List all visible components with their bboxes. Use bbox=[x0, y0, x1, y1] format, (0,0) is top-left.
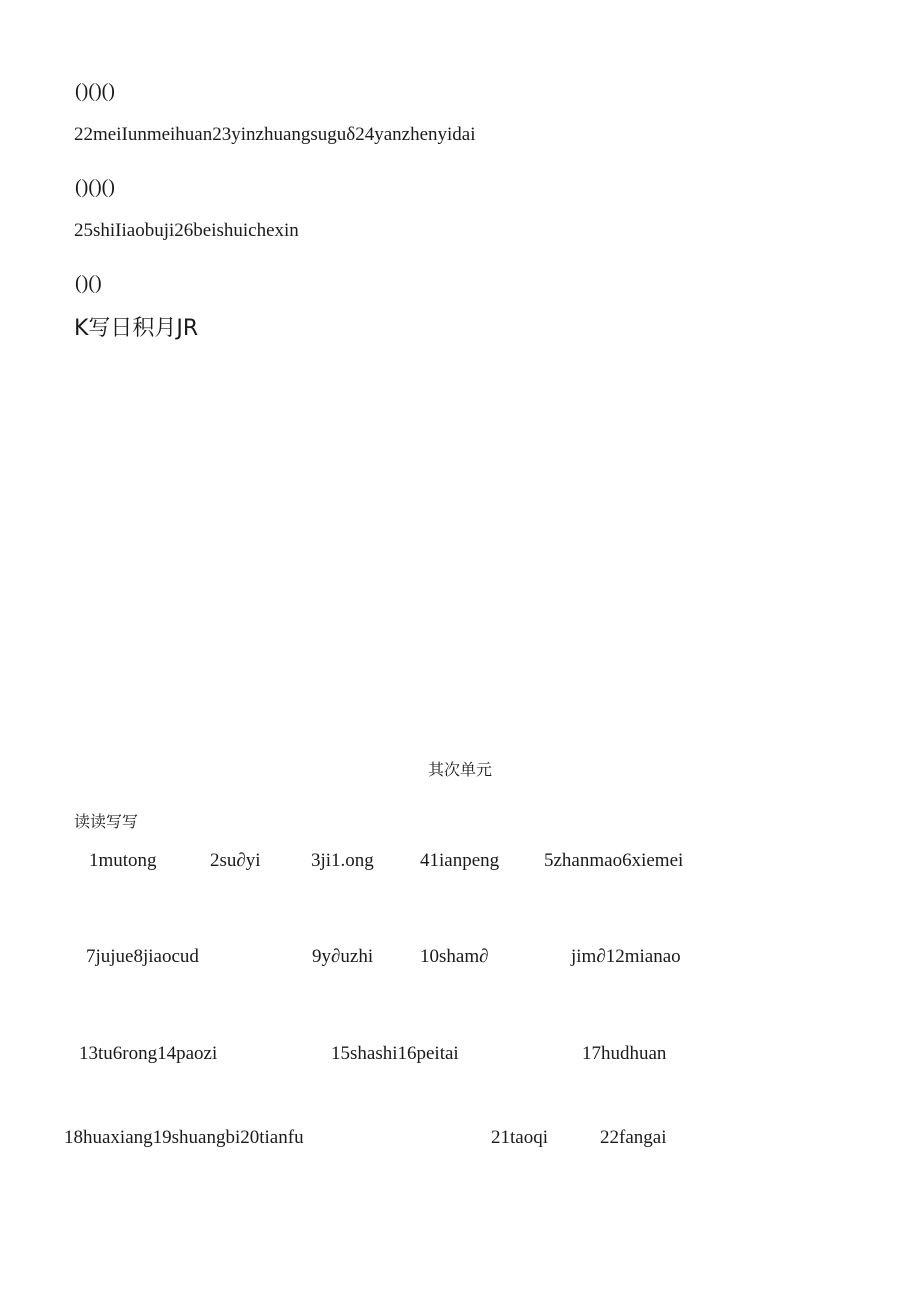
pinyin-line-2: 25shiIiaobuji26beishuichexin bbox=[74, 220, 299, 241]
pinyin-item: 10sham∂ bbox=[420, 946, 489, 967]
pinyin-line-1: 22meiIunmeihuan23yinzhuangsuguδ24yanzhenyidai bbox=[74, 124, 476, 145]
pinyin-item: 7jujue8jiaocud bbox=[86, 946, 199, 967]
pinyin-item: 18huaxiang19shuangbi20tianfu bbox=[64, 1127, 304, 1148]
answer-brackets-row-3: ()() bbox=[75, 272, 102, 294]
pinyin-item: 3ji1.ong bbox=[311, 850, 374, 871]
answer-brackets-row-2: ()()() bbox=[75, 176, 115, 198]
pinyin-item: 5zhanmao6xiemei bbox=[544, 850, 684, 871]
answer-brackets-row-1: ()()() bbox=[75, 80, 115, 102]
pinyin-item: 22fangai bbox=[600, 1127, 667, 1148]
pinyin-item: 9y∂uzhi bbox=[312, 946, 374, 967]
pinyin-item: jim∂12mianao bbox=[571, 946, 681, 967]
section-label: 读读写写 bbox=[74, 812, 139, 831]
pinyin-item: 1mutong bbox=[89, 850, 157, 871]
pinyin-item: 2su∂yi bbox=[210, 850, 261, 871]
pinyin-item: 13tu6rong14paozi bbox=[79, 1043, 218, 1064]
pinyin-item: 21taoqi bbox=[491, 1127, 548, 1148]
unit-title: 其次单元 bbox=[428, 760, 493, 779]
pinyin-item: 17hudhuan bbox=[582, 1043, 667, 1064]
section-heading: K写日积月JR bbox=[74, 316, 199, 341]
pinyin-item: 15shashi16peitai bbox=[331, 1043, 459, 1064]
pinyin-item: 41ianpeng bbox=[420, 850, 500, 871]
